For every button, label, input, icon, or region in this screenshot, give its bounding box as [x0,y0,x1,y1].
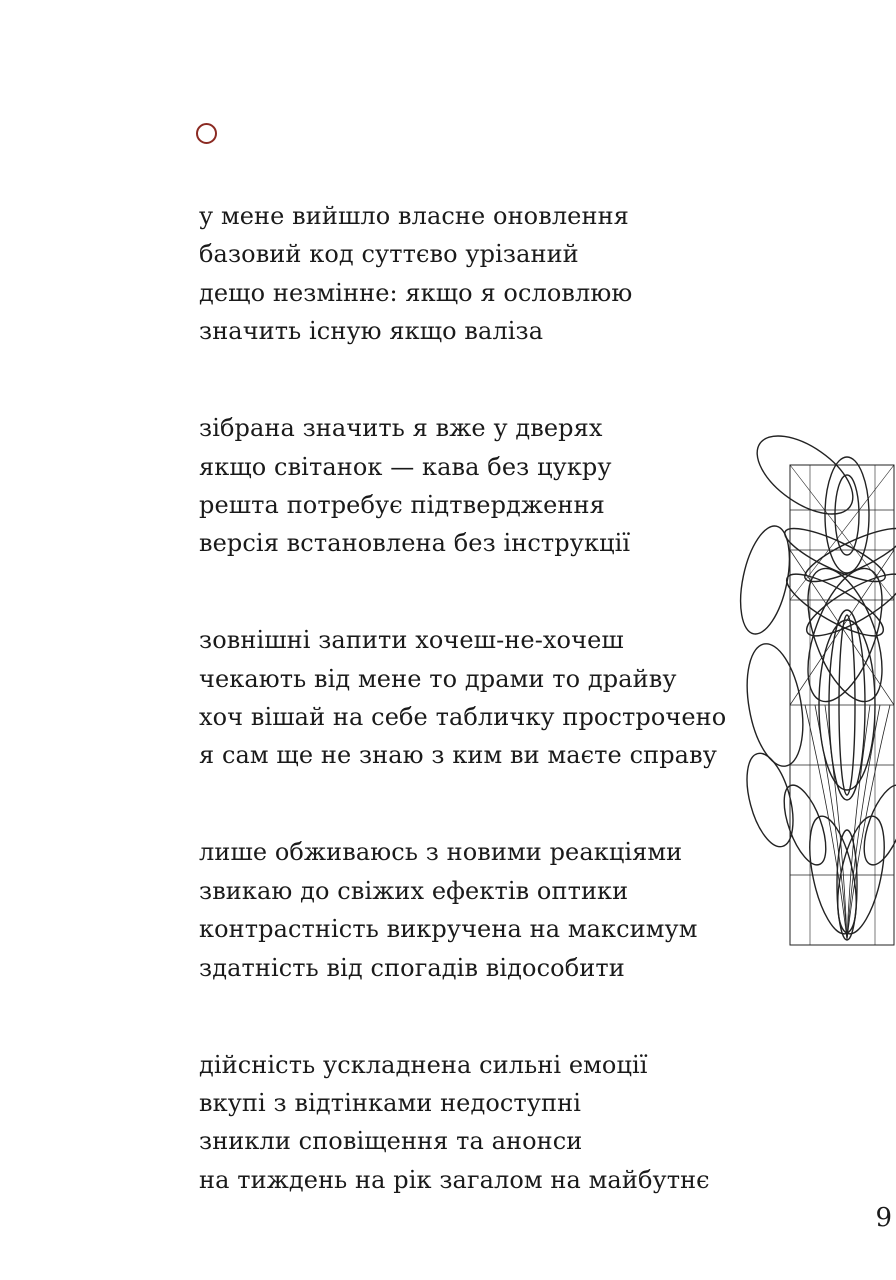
stanza [199,197,739,351]
stanza [199,409,739,563]
page-number: 9 [875,1203,892,1233]
poem-line: решта потребує підтвердження [199,490,605,519]
poem-line: у мене вийшло власне оновлення [199,202,629,230]
poem-line: контрастність викручена на максимум [199,915,698,944]
poem [199,197,739,1258]
poem-line: зникли сповіщення та анонси [199,1127,583,1156]
poem-line: дійсність ускладнена сильні емоції [199,1050,648,1079]
poem-line: зовнішні запити хочеш-не-хочеш [199,626,624,655]
poem-line: лише обживаюсь з новими реакціями [199,838,683,867]
ornament-illustration-icon [735,405,896,950]
poem-line: зібрана значить я вже у дверях [199,414,603,443]
poem-line: здатність від спогадів відособити [199,953,625,982]
stanza [199,621,739,775]
poem-line: хоч вішай на себе табличку прострочено [199,703,727,732]
poem-line: я сам ще не знаю з ким ви маєте справу [199,741,717,770]
poem-line: базовий код суттєво урізаний [199,240,579,269]
stanza [199,833,739,987]
poem-line: якщо світанок — кава без цукру [199,452,612,481]
poem-line: звикаю до свіжих ефектів оптики [199,876,629,905]
stanza [199,1046,739,1200]
poem-line: вкупі з відтінками недоступні [199,1088,582,1117]
poem-line: дещо незмінне: якщо я ословлюю [199,278,633,307]
poem-line: чекають від мене то драми то драйву [199,664,677,693]
poem-line: значить існую якщо валіза [199,317,544,346]
poem-line: на тиждень на рік загалом на майбутнє [199,1165,710,1194]
poem-line: версія встановлена без інструкції [199,529,631,558]
circle-marker-icon [196,123,217,144]
